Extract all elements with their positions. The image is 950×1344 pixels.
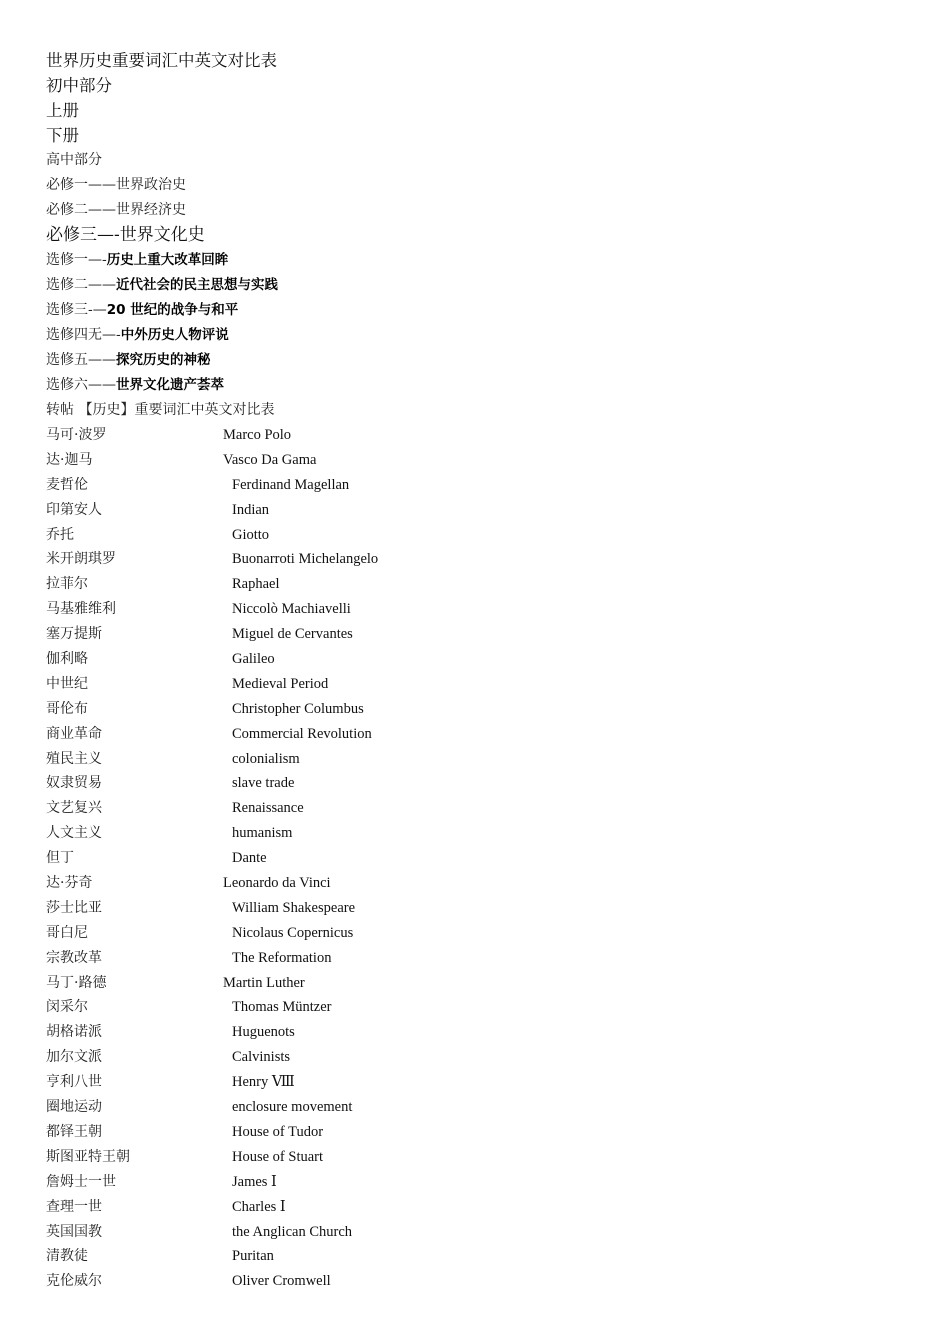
term-english: Martin Luther bbox=[223, 974, 305, 991]
document-page bbox=[46, 48, 906, 1294]
term-row bbox=[46, 1244, 906, 1269]
term-row bbox=[46, 1020, 906, 1045]
term-english: Leonardo da Vinci bbox=[223, 875, 331, 892]
term-row bbox=[46, 995, 906, 1020]
term-english: Renaissance bbox=[232, 800, 304, 817]
term-english: Indian bbox=[232, 501, 270, 518]
term-english: Commercial Revolution bbox=[232, 725, 372, 742]
term-chinese: 伽利略 bbox=[46, 651, 88, 668]
term-english: enclosure movement bbox=[232, 1099, 353, 1116]
term-table bbox=[46, 423, 906, 1294]
term-row bbox=[46, 796, 906, 821]
elective-line bbox=[46, 348, 906, 373]
term-chinese: 马可·波罗 bbox=[46, 427, 107, 443]
term-english: The Reformation bbox=[232, 949, 332, 966]
term-row bbox=[46, 896, 906, 921]
term-row bbox=[46, 1195, 906, 1220]
term-chinese: 清教徒 bbox=[46, 1248, 88, 1265]
term-english: Huguenots bbox=[232, 1024, 295, 1041]
term-row bbox=[46, 1145, 906, 1170]
term-row bbox=[46, 821, 906, 846]
term-chinese: 加尔文派 bbox=[46, 1049, 102, 1066]
term-chinese: 圈地运动 bbox=[46, 1099, 102, 1116]
elective-title: 世界文化遗产荟萃 bbox=[116, 377, 224, 393]
elective-line bbox=[46, 298, 906, 323]
term-row bbox=[46, 498, 906, 523]
term-row bbox=[46, 1095, 906, 1120]
term-english: Oliver Cromwell bbox=[232, 1273, 331, 1290]
term-row bbox=[46, 1170, 906, 1195]
term-row bbox=[46, 921, 906, 946]
term-english: Miguel de Cervantes bbox=[232, 626, 353, 643]
term-chinese: 达·迦马 bbox=[46, 451, 93, 468]
term-row bbox=[46, 1045, 906, 1070]
term-chinese: 英国国教 bbox=[46, 1223, 102, 1240]
term-row bbox=[46, 697, 906, 722]
term-chinese: 都铎王朝 bbox=[46, 1123, 102, 1140]
term-chinese: 麦哲伦 bbox=[46, 476, 88, 493]
term-row bbox=[46, 622, 906, 647]
elective-prefix: 选修六—— bbox=[46, 377, 116, 393]
elective-prefix: 选修三-— bbox=[46, 302, 107, 318]
term-chinese: 查理一世 bbox=[46, 1198, 102, 1215]
elective-prefix: 选修四无—- bbox=[46, 327, 121, 343]
heading-line: 必修二——世界经济史 bbox=[46, 202, 186, 218]
heading-line: 必修一——世界政治史 bbox=[46, 177, 186, 193]
term-row bbox=[46, 547, 906, 572]
heading-line: 世界历史重要词汇中英文对比表 bbox=[46, 51, 277, 70]
heading-line: 下册 bbox=[46, 126, 79, 145]
term-english: Christopher Columbus bbox=[232, 700, 364, 717]
elective-title: 20 世纪的战争与和平 bbox=[106, 302, 239, 318]
term-chinese: 达·芬奇 bbox=[46, 875, 93, 892]
heading-line: 上册 bbox=[46, 101, 79, 120]
term-chinese: 殖民主义 bbox=[46, 750, 102, 767]
term-english: humanism bbox=[232, 825, 293, 842]
term-chinese: 莎士比亚 bbox=[46, 899, 102, 916]
term-english: Henry Ⅷ bbox=[232, 1074, 295, 1091]
term-row bbox=[46, 473, 906, 498]
term-english: James Ⅰ bbox=[232, 1173, 277, 1190]
term-row bbox=[46, 647, 906, 672]
term-row bbox=[46, 1120, 906, 1145]
repost-title: 转帖 【历史】重要词汇中英文对比表 bbox=[46, 402, 275, 418]
term-row bbox=[46, 722, 906, 747]
term-row bbox=[46, 1269, 906, 1294]
term-chinese: 宗教改革 bbox=[46, 949, 102, 966]
term-chinese: 塞万提斯 bbox=[46, 626, 102, 643]
term-english: House of Stuart bbox=[232, 1148, 324, 1165]
term-row bbox=[46, 946, 906, 971]
term-chinese: 乔托 bbox=[46, 526, 74, 543]
elective-line bbox=[46, 373, 906, 398]
term-row bbox=[46, 448, 906, 473]
term-chinese: 胡格诺派 bbox=[46, 1024, 102, 1041]
term-english: slave trade bbox=[232, 775, 295, 792]
elective-title: 近代社会的民主思想与实践 bbox=[116, 277, 278, 293]
term-english: Raphael bbox=[232, 576, 280, 593]
elective-prefix: 选修五—— bbox=[46, 352, 116, 368]
term-chinese: 詹姆士一世 bbox=[46, 1173, 116, 1190]
term-row bbox=[46, 597, 906, 622]
term-chinese: 文艺复兴 bbox=[46, 800, 102, 817]
term-english: House of Tudor bbox=[232, 1123, 324, 1140]
term-english: Giotto bbox=[232, 526, 270, 543]
term-chinese: 奴隶贸易 bbox=[46, 775, 102, 792]
elective-title: 历史上重大改革回眸 bbox=[106, 252, 229, 268]
term-chinese: 马丁·路德 bbox=[46, 974, 107, 991]
term-english: Calvinists bbox=[232, 1049, 291, 1066]
term-english: William Shakespeare bbox=[232, 899, 356, 916]
term-english: Galileo bbox=[232, 651, 275, 668]
term-english: Puritan bbox=[232, 1248, 274, 1265]
term-chinese: 哥白尼 bbox=[46, 924, 88, 941]
term-english: colonialism bbox=[232, 750, 300, 767]
term-chinese: 马基雅维利 bbox=[46, 601, 116, 618]
heading-line: 高中部分 bbox=[46, 152, 102, 168]
elective-prefix: 选修一—- bbox=[46, 252, 107, 268]
term-english: Ferdinand Magellan bbox=[232, 476, 350, 493]
term-row bbox=[46, 971, 906, 996]
term-english: Medieval Period bbox=[232, 675, 329, 692]
elective-title: 中外历史人物评说 bbox=[120, 327, 229, 343]
elective-prefix: 选修二—— bbox=[46, 277, 116, 293]
term-chinese: 但丁 bbox=[46, 850, 74, 867]
heading-line: 必修三—-世界文化史 bbox=[46, 225, 205, 245]
term-row bbox=[46, 1220, 906, 1245]
term-chinese: 哥伦布 bbox=[46, 700, 88, 717]
term-row bbox=[46, 423, 906, 448]
term-chinese: 闵采尔 bbox=[46, 999, 88, 1016]
term-row bbox=[46, 871, 906, 896]
term-row bbox=[46, 846, 906, 871]
heading-line: 初中部分 bbox=[46, 76, 112, 95]
elective-line bbox=[46, 323, 906, 348]
term-row bbox=[46, 771, 906, 796]
elective-line bbox=[46, 273, 906, 298]
term-row bbox=[46, 672, 906, 697]
term-english: Niccolò Machiavelli bbox=[232, 601, 351, 618]
term-chinese: 克伦威尔 bbox=[46, 1273, 102, 1290]
term-row bbox=[46, 1070, 906, 1095]
term-english: the Anglican Church bbox=[232, 1223, 353, 1240]
term-chinese: 人文主义 bbox=[46, 825, 102, 842]
heading-list bbox=[46, 48, 906, 248]
term-chinese: 拉菲尔 bbox=[46, 576, 88, 593]
term-english: Vasco Da Gama bbox=[223, 451, 317, 468]
term-chinese: 中世纪 bbox=[46, 675, 88, 692]
term-english: Buonarroti Michelangelo bbox=[232, 551, 379, 568]
term-row bbox=[46, 747, 906, 772]
elective-title: 探究历史的神秘 bbox=[116, 352, 211, 368]
term-chinese: 斯图亚特王朝 bbox=[46, 1148, 130, 1165]
term-english: Charles Ⅰ bbox=[232, 1198, 286, 1215]
term-row bbox=[46, 523, 906, 548]
term-english: Marco Polo bbox=[223, 427, 292, 443]
term-row bbox=[46, 572, 906, 597]
term-english: Dante bbox=[232, 850, 267, 867]
term-chinese: 亨利八世 bbox=[46, 1074, 102, 1091]
term-english: Thomas Müntzer bbox=[232, 999, 332, 1016]
elective-line bbox=[46, 248, 906, 273]
elective-list bbox=[46, 248, 906, 398]
term-english: Nicolaus Copernicus bbox=[232, 924, 354, 941]
term-chinese: 商业革命 bbox=[46, 725, 102, 742]
term-chinese: 米开朗琪罗 bbox=[46, 551, 116, 568]
term-chinese: 印第安人 bbox=[46, 501, 102, 518]
